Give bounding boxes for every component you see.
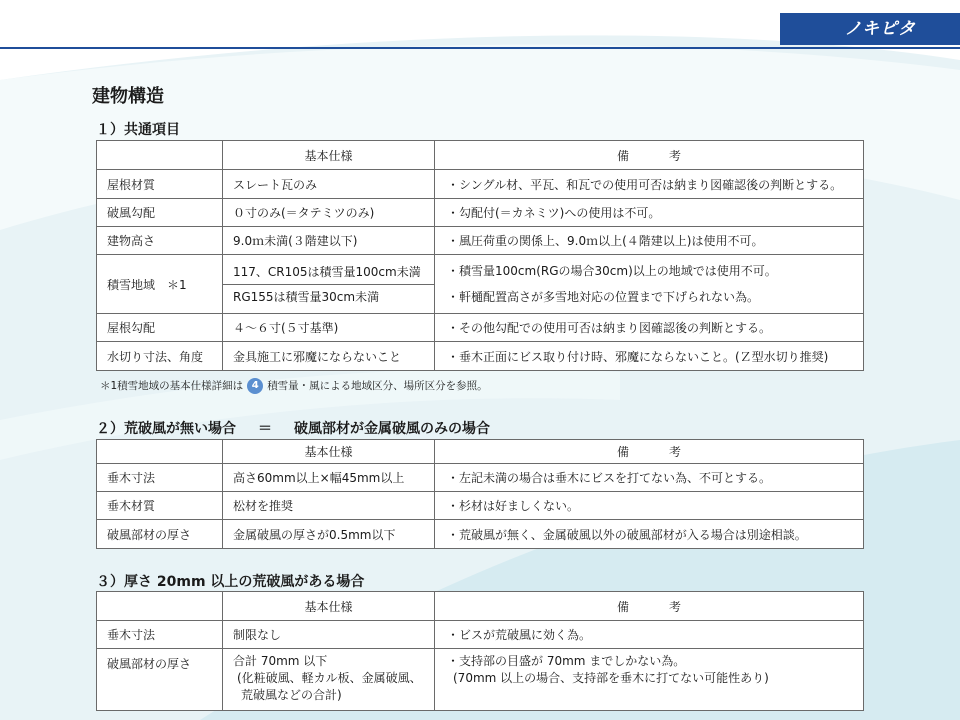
- table-row: [97, 621, 864, 649]
- header-blank: [97, 141, 223, 170]
- row-spec: [223, 255, 435, 314]
- row-spec: 金具施工に邪魔にならないこと: [223, 342, 435, 371]
- header-spec: 基本仕様: [223, 440, 435, 464]
- note-line: ・支持部の目盛が 70mm までしかない為。: [447, 654, 686, 668]
- row-spec: ０寸のみ(＝タテミツのみ): [223, 199, 435, 227]
- row-label: 垂木寸法: [97, 621, 223, 649]
- header-spec: 基本仕様: [223, 141, 435, 170]
- row-note: ・勾配付(＝カネミツ)への使用は不可。: [435, 199, 864, 227]
- table-row: [97, 464, 864, 492]
- table-header-row: [97, 440, 864, 464]
- row-label: 屋根材質: [97, 170, 223, 199]
- no-rough-fascia-table: [96, 439, 864, 549]
- row-label: 破風部材の厚さ: [97, 520, 223, 549]
- table-row: [97, 342, 864, 371]
- row-spec: 制限なし: [223, 621, 435, 649]
- row-note: [435, 649, 864, 711]
- row-spec: 松材を推奨: [223, 492, 435, 520]
- header-notes: 備 考: [435, 440, 864, 464]
- row-spec: 金属破風の厚さが0.5mm以下: [223, 520, 435, 549]
- spec-line: (化粧破風、軽カル板、金属破風、: [237, 671, 422, 685]
- section-title-no-rough-fascia: ２）荒破風が無い場合 ＝ 破風部材が金属破風のみの場合: [96, 421, 490, 437]
- page-title: 建物構造: [92, 86, 164, 107]
- table-header-row: [97, 592, 864, 621]
- row-label: 垂木材質: [97, 492, 223, 520]
- section-title-common: １）共通項目: [96, 122, 180, 138]
- header-blank: [97, 592, 223, 621]
- header-notes: 備 考: [435, 141, 864, 170]
- row-spec: 9.0ｍ未満(３階建以下): [223, 227, 435, 255]
- row-label: 破風勾配: [97, 199, 223, 227]
- brand-logo: ノキピタ: [780, 13, 960, 45]
- header-blank: [97, 440, 223, 464]
- row-spec: 高さ60mm以上×幅45mm以上: [223, 464, 435, 492]
- table-row: [97, 649, 864, 711]
- footnote-text: ＊1積雪地域の基本仕様詳細は: [100, 380, 244, 392]
- section-title-rough-fascia: ３）厚さ 20mm 以上の荒破風がある場合: [96, 574, 365, 590]
- table-row: [97, 492, 864, 520]
- reference-number-badge: 4: [247, 378, 263, 394]
- table-row: [97, 520, 864, 549]
- row-note: ・荒破風が無く、金属破風以外の破風部材が入る場合は別途相談。: [435, 520, 864, 549]
- row-note: ・風圧荷重の関係上、9.0ｍ以上(４階建以上)は使用不可。: [435, 227, 864, 255]
- table-row: [97, 255, 864, 314]
- spec-line: 荒破風などの合計): [241, 688, 342, 702]
- row-spec: [223, 649, 435, 711]
- row-label: 建物高さ: [97, 227, 223, 255]
- row-note: ・左記未満の場合は垂木にビスを打てない為、不可とする。: [435, 464, 864, 492]
- footnote-text: 積雪量・風による地域区分、場所区分を参照。: [267, 380, 488, 392]
- note-line: (70mm 以上の場合、支持部を垂木に打てない可能性あり): [453, 671, 769, 685]
- common-spec-table: [96, 140, 864, 371]
- row-spec: ４〜６寸(５寸基準): [223, 314, 435, 342]
- table-row: [97, 227, 864, 255]
- footnote: [100, 378, 488, 394]
- row-label: 屋根勾配: [97, 314, 223, 342]
- row-note: [435, 255, 864, 314]
- spec-line: 117、CR105は積雪量100cm未満: [233, 264, 421, 279]
- row-label: 水切り寸法、角度: [97, 342, 223, 371]
- row-note: ・シングル材、平瓦、和瓦での使用可否は納まり図確認後の判断とする。: [435, 170, 864, 199]
- table-row: [97, 314, 864, 342]
- row-note: ・杉材は好ましくない。: [435, 492, 864, 520]
- row-note: ・その他勾配での使用可否は納まり図確認後の判断とする。: [435, 314, 864, 342]
- row-note: ・ビスが荒破風に効く為。: [435, 621, 864, 649]
- row-label: 破風部材の厚さ: [97, 649, 223, 711]
- row-spec: スレート瓦のみ: [223, 170, 435, 199]
- table-header-row: [97, 141, 864, 170]
- note-line: ・積雪量100cm(RGの場合30cm)以上の地域では使用不可。: [447, 263, 777, 278]
- row-label: 垂木寸法: [97, 464, 223, 492]
- table-row: [97, 199, 864, 227]
- header-notes: 備 考: [435, 592, 864, 621]
- header-spec: 基本仕様: [223, 592, 435, 621]
- table-row: [97, 170, 864, 199]
- row-label: 積雪地域 ＊1: [97, 255, 223, 314]
- row-note: ・垂木正面にビス取り付け時、邪魔にならないこと。(Ｚ型水切り推奨): [435, 342, 864, 371]
- spec-line: RG155は積雪量30cm未満: [223, 284, 434, 309]
- note-line: ・軒樋配置高さが多雪地対応の位置まで下げられない為。: [447, 289, 760, 304]
- rough-fascia-table: [96, 591, 864, 711]
- spec-line: 合計 70mm 以下: [233, 654, 328, 668]
